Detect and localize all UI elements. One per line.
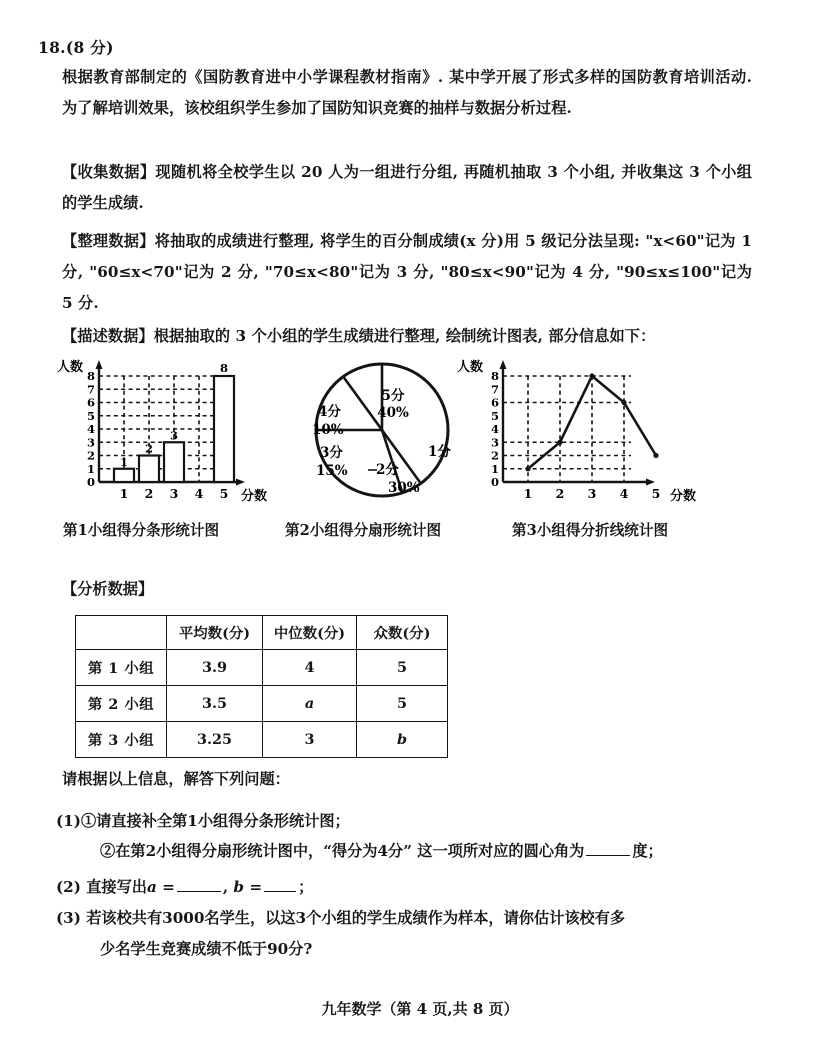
question-number-text: 18. <box>38 38 66 57</box>
question-2-end: ； <box>298 878 314 896</box>
row-label-group1: 第 1 小组 <box>76 650 167 686</box>
describe-data-paragraph <box>62 321 752 352</box>
pie-label-3fen: 3分 <box>320 445 343 461</box>
group2-mean: 3.5 <box>167 686 263 722</box>
svg-text:3: 3 <box>86 435 95 450</box>
table-header-corner <box>76 616 167 650</box>
line-chart-caption: 第3小组得分折线统计图 <box>512 522 669 539</box>
line-chart-xticks <box>524 486 661 501</box>
pie-value-5fen: 40% <box>377 405 409 421</box>
row-label-group3: 第 3 小组 <box>76 722 167 758</box>
intro-paragraph: 根据教育部制定的《国防教育进中小学课程教材指南》. 某中学开展了形式多样的国防教育培训活动. 为了解培训效果，该校组织学生参加了国防知识竞赛的抽样与数据分析过程. <box>62 68 752 117</box>
question-2-text: (2) 直接写出 <box>56 878 147 896</box>
analysis-table <box>75 615 448 758</box>
line-chart-yticks <box>491 369 499 489</box>
svg-text:7: 7 <box>490 382 499 397</box>
question-1a: (1)①请直接补全第1小组得分条形统计图； <box>56 812 350 830</box>
question-1b-text: ②在第2小组得分扇形统计图中，“得分为4分” 这一项所对应的圆心角为 <box>100 842 585 860</box>
pie-label-5fen: 5分 <box>381 388 405 404</box>
collect-data-paragraph <box>62 157 752 219</box>
svg-text:8: 8 <box>490 369 499 383</box>
answer-blank-a[interactable] <box>177 878 221 892</box>
bar-chart-yticks <box>87 369 95 489</box>
bar-chart-ylabel: 人数 <box>57 360 84 375</box>
svg-text:1: 1 <box>119 486 129 501</box>
bar-chart <box>55 358 270 518</box>
describe-data-tag: 【描述数据】 <box>62 327 154 345</box>
bar-chart-caption: 第1小组得分条形统计图 <box>63 522 220 539</box>
svg-text:4: 4 <box>619 486 629 501</box>
line-chart <box>455 358 755 518</box>
question-number <box>38 36 114 58</box>
bar-chart-xticks <box>120 486 229 501</box>
svg-text:3: 3 <box>587 486 597 501</box>
pie-label-1fen: 1分 <box>428 444 451 460</box>
pie-value-2fen: 30% <box>388 480 420 496</box>
question-2: (2) 直接写出a = , b = ； <box>56 878 314 896</box>
table-row <box>76 686 448 722</box>
svg-text:6: 6 <box>86 395 95 410</box>
svg-text:5: 5 <box>651 486 661 501</box>
svg-text:0: 0 <box>490 475 499 489</box>
question-2-var-b: b = <box>233 878 263 896</box>
pie-label-4fen: 4分 <box>318 404 341 420</box>
table-row <box>76 650 448 686</box>
svg-text:2: 2 <box>490 448 499 463</box>
svg-text:2: 2 <box>86 448 95 463</box>
svg-text:3: 3 <box>490 435 499 450</box>
pie-label-2fen: 2分 <box>376 462 399 478</box>
svg-text:3: 3 <box>169 428 179 443</box>
group2-median: a <box>263 686 357 722</box>
svg-text:4: 4 <box>86 422 95 436</box>
group3-mode: b <box>357 722 448 758</box>
svg-text:1: 1 <box>523 486 533 501</box>
svg-text:1: 1 <box>119 455 129 469</box>
chart-captions <box>55 519 755 545</box>
group3-median: 3 <box>263 722 357 758</box>
group1-mode: 5 <box>357 650 448 686</box>
svg-text:3: 3 <box>169 486 179 501</box>
pie-chart-caption: 第2小组得分扇形统计图 <box>285 522 442 539</box>
answer-prompt: 请根据以上信息，解答下列问题： <box>62 770 290 788</box>
analysis-data-tag: 【分析数据】 <box>62 580 154 598</box>
table-header-mean: 平均数(分) <box>167 616 263 650</box>
question-3-line2: 少名学生竞赛成绩不低于90分? <box>100 940 313 958</box>
group2-mode: 5 <box>357 686 448 722</box>
question-points: (8 分) <box>65 38 114 57</box>
line-chart-svg <box>455 358 755 518</box>
group1-mean: 3.9 <box>167 650 263 686</box>
group1-median: 4 <box>263 650 357 686</box>
bar-chart-svg <box>55 358 270 518</box>
line-chart-ylabel: 人数 <box>457 360 484 375</box>
bar-chart-xlabel: 分数 <box>241 489 268 504</box>
svg-text:1: 1 <box>86 461 95 476</box>
svg-text:5: 5 <box>219 486 229 501</box>
answer-blank-angle[interactable] <box>586 842 630 856</box>
organize-data-tag: 【整理数据】 <box>62 232 155 250</box>
question-3-line1: (3) 若该校共有3000名学生，以这3个小组的学生成绩作为样本，请你估计该校有多 <box>56 909 626 927</box>
question-1b <box>100 836 663 867</box>
svg-text:0: 0 <box>86 475 95 489</box>
svg-text:2: 2 <box>555 486 565 501</box>
table-row <box>76 722 448 758</box>
group3-mean: 3.25 <box>167 722 263 758</box>
pie-value-4fen: 10% <box>312 422 344 438</box>
row-label-group2: 第 2 小组 <box>76 686 167 722</box>
answer-blank-b[interactable] <box>264 878 296 892</box>
organize-data-text: 将抽取的成绩进行整理, 将学生的百分制成绩(x 分)用 5 级记分法呈现: "x<60"记为 1 分, "60≤x<70"记为 2 分, "70≤x<80"记为 3 分, "80≤x<90"记为 4 分, "90≤x≤100"记为 5 分. <box>62 232 752 312</box>
collect-data-text: 现随机将全校学生以 20 人为一组进行分组, 再随机抽取 3 个小组, 并收集这 3 个小组的学生成绩. <box>62 163 752 212</box>
svg-text:5: 5 <box>490 408 499 423</box>
svg-text:6: 6 <box>490 395 499 410</box>
svg-text:4: 4 <box>194 486 204 501</box>
collect-data-tag: 【收集数据】 <box>62 163 156 181</box>
svg-text:5: 5 <box>86 408 95 423</box>
describe-data-text: 根据抽取的 3 个小组的学生成绩进行整理, 绘制统计图表, 部分信息如下： <box>153 327 656 345</box>
line-chart-xlabel: 分数 <box>670 489 697 504</box>
question-2-var-a: a = <box>146 878 175 896</box>
table-header-mode: 众数(分) <box>357 616 448 650</box>
svg-text:4: 4 <box>490 422 499 436</box>
svg-text:7: 7 <box>86 382 95 397</box>
svg-text:8: 8 <box>219 361 229 375</box>
svg-text:1: 1 <box>490 461 499 476</box>
question-1b-suffix: 度； <box>632 842 663 860</box>
svg-text:8: 8 <box>86 369 95 383</box>
page-footer: 九年数学（第 4 页,共 8 页） <box>321 1000 519 1018</box>
table-header-median: 中位数(分) <box>263 616 357 650</box>
table-header-row <box>76 616 448 650</box>
svg-text:2: 2 <box>144 486 154 501</box>
pie-value-3fen: 15% <box>316 463 348 479</box>
organize-data-paragraph <box>62 226 752 319</box>
svg-text:2: 2 <box>144 441 154 456</box>
